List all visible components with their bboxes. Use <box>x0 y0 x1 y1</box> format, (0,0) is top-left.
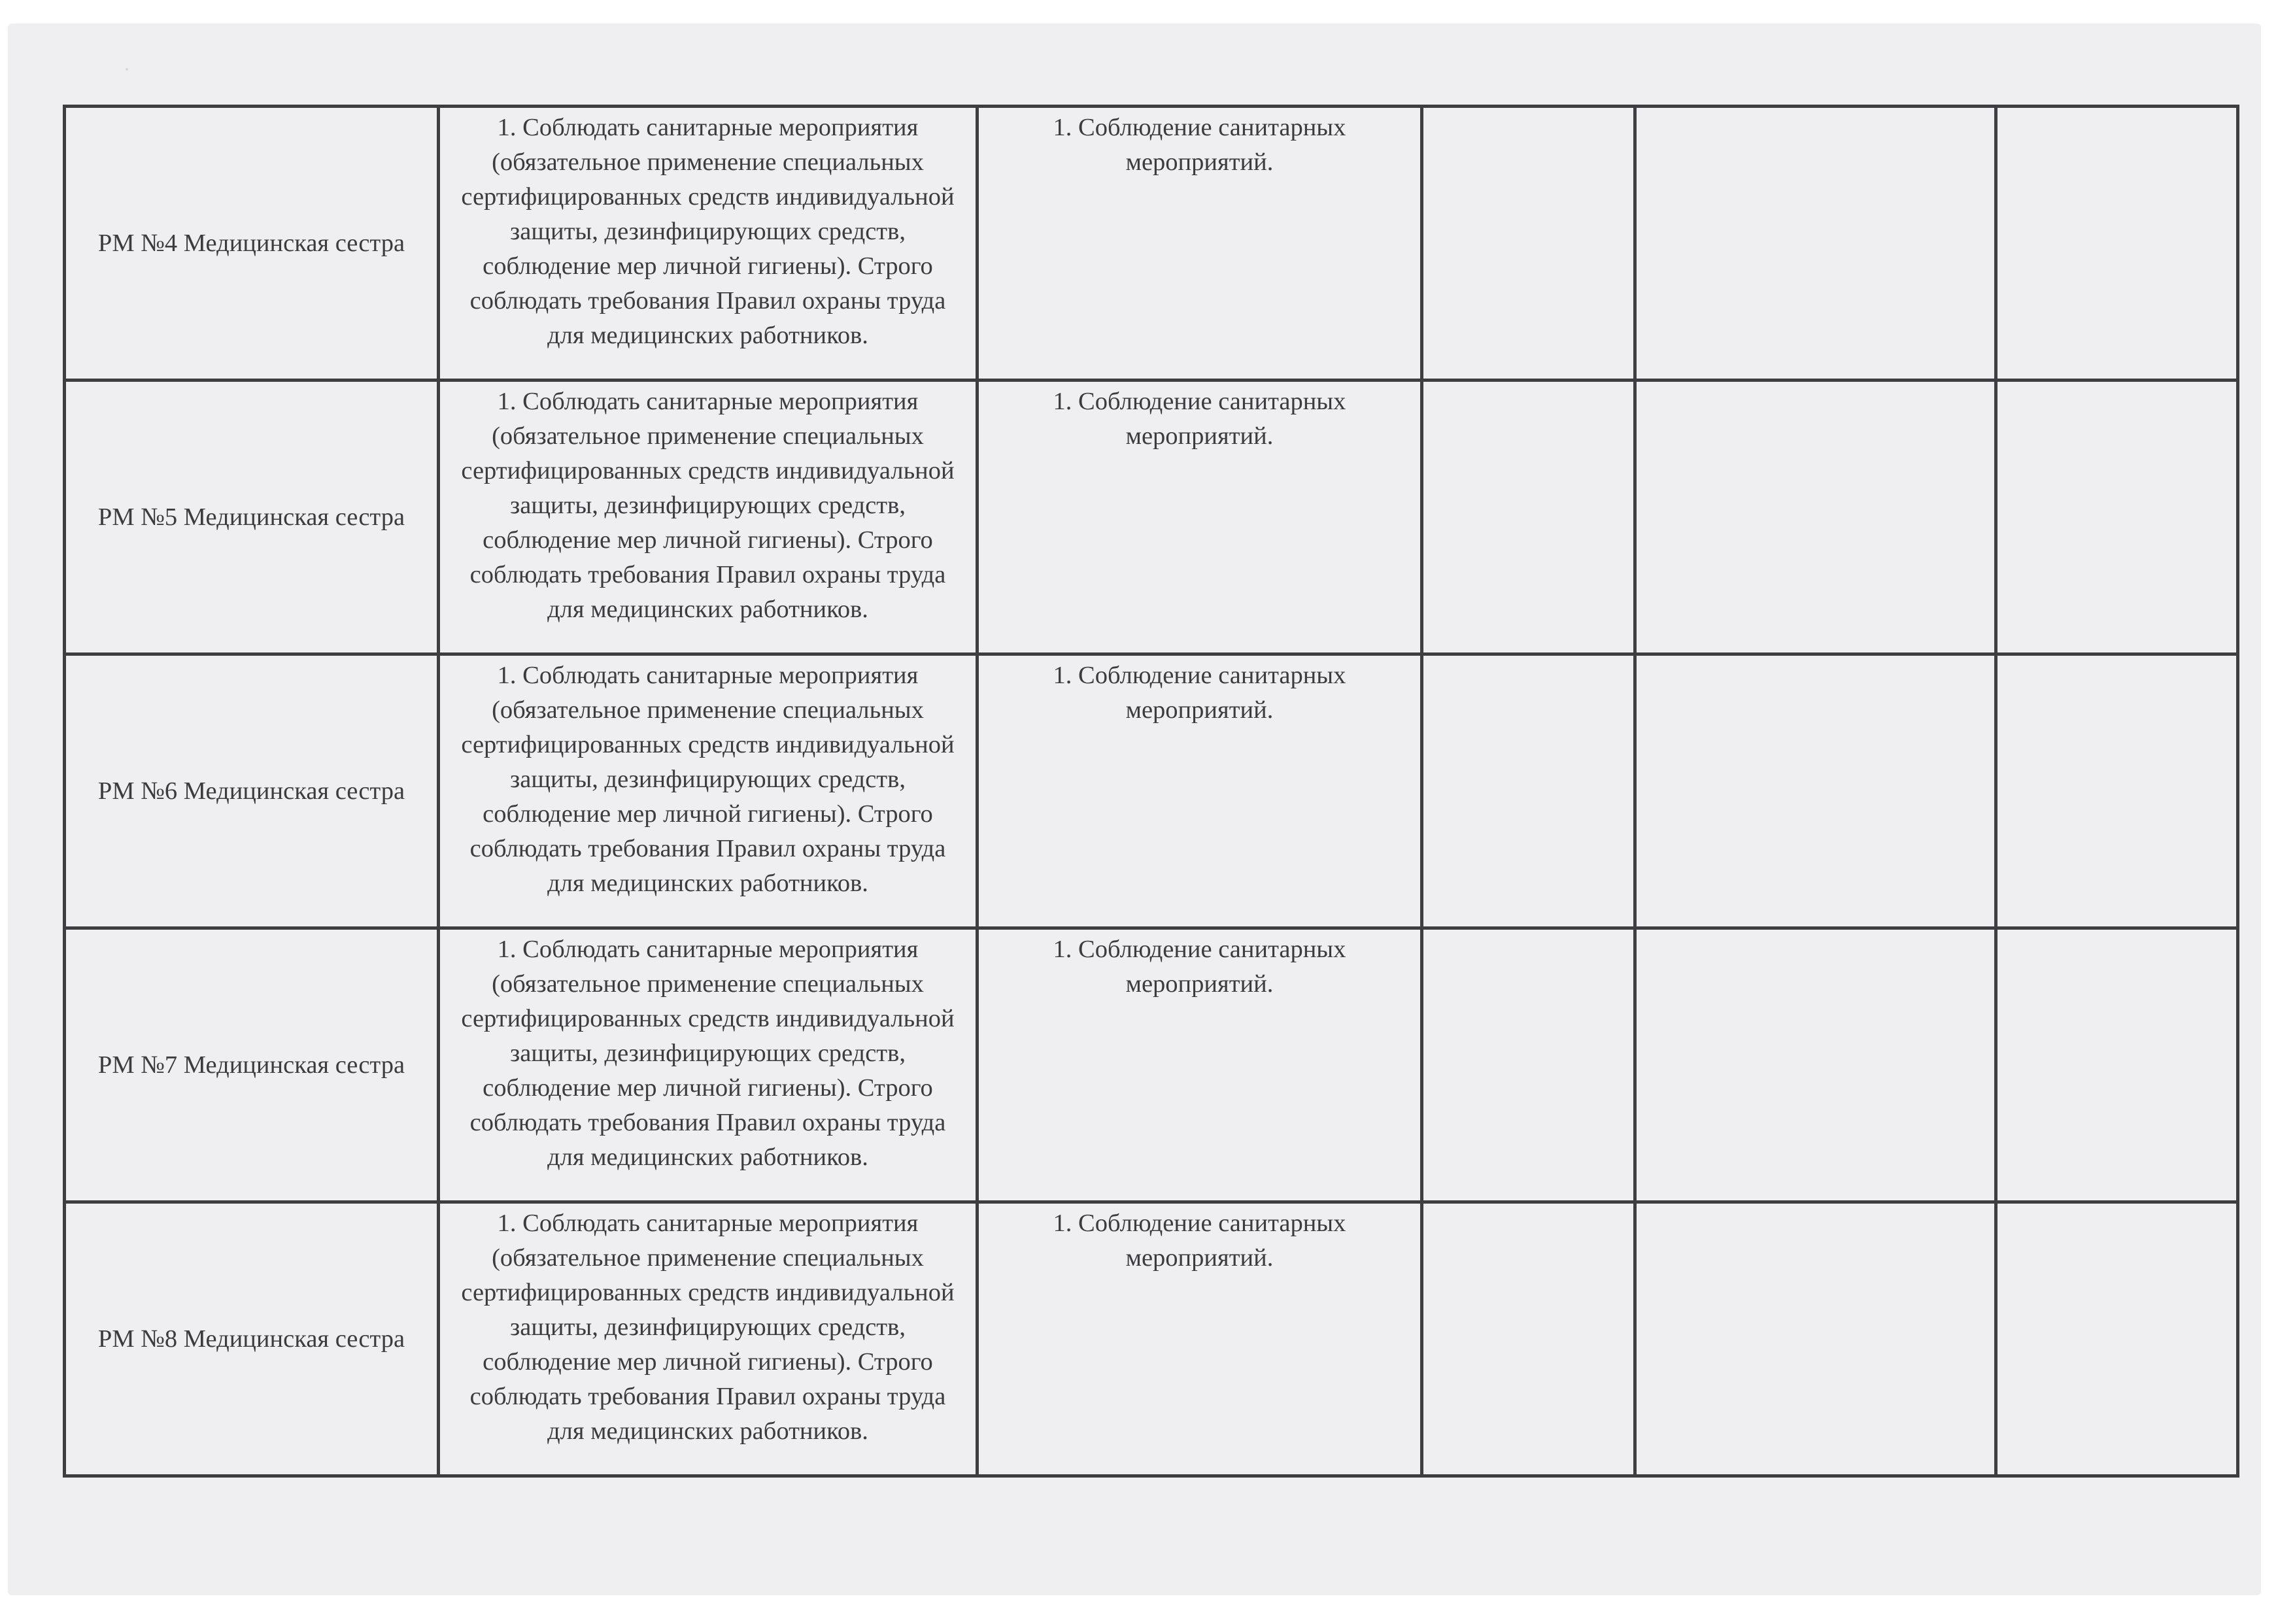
empty-cell <box>1635 107 1996 381</box>
scan-speck <box>126 68 128 71</box>
position-cell <box>65 107 439 381</box>
table-row <box>65 654 2238 928</box>
position-cell <box>65 928 439 1202</box>
result-cell <box>978 381 1422 654</box>
empty-cell <box>1996 928 2238 1202</box>
table-row <box>65 107 2238 381</box>
position-cell <box>65 1202 439 1476</box>
position-cell <box>65 654 439 928</box>
result-text: 1. Соблюдение санитарных мероприятий. <box>1053 114 1346 176</box>
result-text: 1. Соблюдение санитарных мероприятий. <box>1053 662 1346 724</box>
position-text: РМ №8 Медицинская сестра <box>97 1325 405 1353</box>
measures-text: 1. Соблюдать санитарные мероприятия (обязательное применение специальных сертифицированных средств индивидуальной защиты, дезинфицирующих средств, соблюдение мер личной гигиены). Строго соблюдать требования Правил охраны труда для медицинских работников. <box>461 662 955 897</box>
empty-cell <box>1996 107 2238 381</box>
position-text: РМ №6 Медицинская сестра <box>97 777 405 805</box>
empty-cell <box>1635 654 1996 928</box>
result-text: 1. Соблюдение санитарных мероприятий. <box>1053 388 1346 450</box>
position-cell <box>65 381 439 654</box>
result-text: 1. Соблюдение санитарных мероприятий. <box>1053 1210 1346 1272</box>
measures-cell <box>439 654 978 928</box>
measures-cell <box>439 107 978 381</box>
empty-cell <box>1422 381 1635 654</box>
table-row <box>65 381 2238 654</box>
position-text: РМ №7 Медицинская сестра <box>97 1051 405 1079</box>
measures-text: 1. Соблюдать санитарные мероприятия (обязательное применение специальных сертифицированных средств индивидуальной защиты, дезинфицирующих средств, соблюдение мер личной гигиены). Строго соблюдать требования Правил охраны труда для медицинских работников. <box>461 114 955 349</box>
measures-text: 1. Соблюдать санитарные мероприятия (обязательное применение специальных сертифицированных средств индивидуальной защиты, дезинфицирующих средств, соблюдение мер личной гигиены). Строго соблюдать требования Правил охраны труда для медицинских работников. <box>461 1210 955 1445</box>
result-cell <box>978 1202 1422 1476</box>
empty-cell <box>1635 381 1996 654</box>
position-text: РМ №4 Медицинская сестра <box>97 229 405 257</box>
empty-cell <box>1635 928 1996 1202</box>
measures-cell <box>439 1202 978 1476</box>
measures-text: 1. Соблюдать санитарные мероприятия (обязательное применение специальных сертифицированных средств индивидуальной защиты, дезинфицирующих средств, соблюдение мер личной гигиены). Строго соблюдать требования Правил охраны труда для медицинских работников. <box>461 388 955 623</box>
workplace-measures-table <box>63 105 2239 1478</box>
empty-cell <box>1422 654 1635 928</box>
result-text: 1. Соблюдение санитарных мероприятий. <box>1053 936 1346 998</box>
position-text: РМ №5 Медицинская сестра <box>97 503 405 531</box>
table-row <box>65 928 2238 1202</box>
empty-cell <box>1996 1202 2238 1476</box>
table-row <box>65 1202 2238 1476</box>
measures-cell <box>439 928 978 1202</box>
result-cell <box>978 654 1422 928</box>
result-cell <box>978 928 1422 1202</box>
measures-text: 1. Соблюдать санитарные мероприятия (обязательное применение специальных сертифицированных средств индивидуальной защиты, дезинфицирующих средств, соблюдение мер личной гигиены). Строго соблюдать требования Правил охраны труда для медицинских работников. <box>461 936 955 1171</box>
result-cell <box>978 107 1422 381</box>
empty-cell <box>1422 928 1635 1202</box>
empty-cell <box>1422 1202 1635 1476</box>
empty-cell <box>1635 1202 1996 1476</box>
empty-cell <box>1996 654 2238 928</box>
empty-cell <box>1422 107 1635 381</box>
empty-cell <box>1996 381 2238 654</box>
measures-cell <box>439 381 978 654</box>
